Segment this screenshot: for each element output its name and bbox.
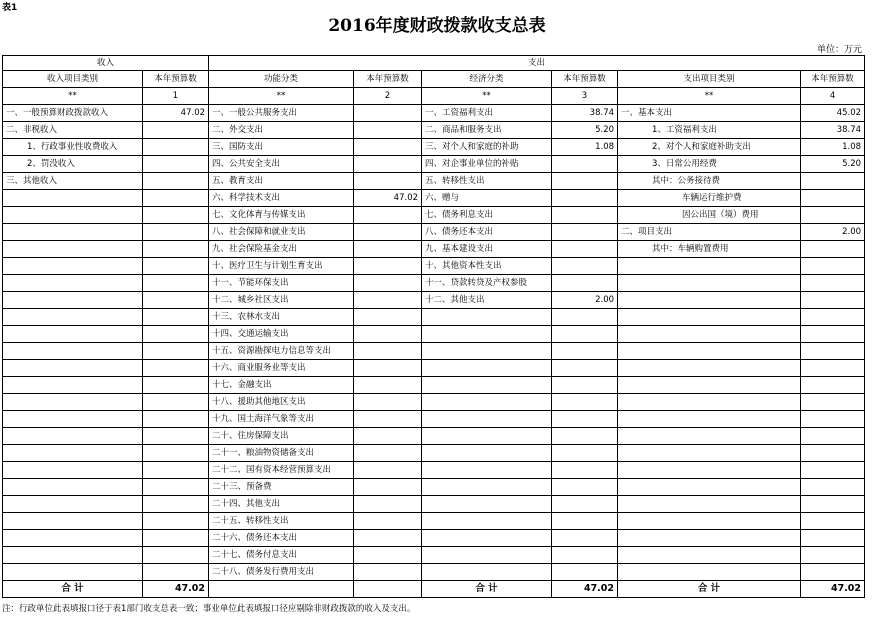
function-item-cell: 二十八、债务发行费用支出 (209, 564, 354, 581)
expense-item-cell (618, 428, 801, 445)
expense-item-cell (618, 496, 801, 513)
table-label: 表1 (2, 3, 18, 13)
function-budget-cell (354, 326, 422, 343)
function-budget-cell (354, 547, 422, 564)
function-item-cell: 三、国防支出 (209, 139, 354, 156)
function-item-cell: 十六、商业服务业等支出 (209, 360, 354, 377)
function-item-cell: 四、公共安全支出 (209, 156, 354, 173)
table-row (3, 530, 865, 547)
function-budget-cell (354, 173, 422, 190)
economic-budget-cell: 2.00 (552, 292, 618, 309)
economic-item-cell: 四、对企事业单位的补贴 (422, 156, 552, 173)
function-budget-cell (354, 207, 422, 224)
expense-item-cell (618, 275, 801, 292)
expense-item-cell: 其中：车辆购置费用 (618, 241, 801, 258)
income-item-cell: 2、罚没收入 (3, 156, 143, 173)
expense-budget-cell (801, 462, 865, 479)
expense-item-cell (618, 258, 801, 275)
header-row-columns (3, 71, 865, 88)
expense-budget-cell (801, 394, 865, 411)
function-budget-cell (354, 462, 422, 479)
function-budget-cell (354, 479, 422, 496)
table-row (3, 326, 865, 343)
function-item-cell: 十五、资源勘探电力信息等支出 (209, 343, 354, 360)
economic-item-cell (422, 343, 552, 360)
expense-budget-cell (801, 564, 865, 581)
table-row (3, 309, 865, 326)
income-budget-cell: 47.02 (143, 105, 209, 122)
total-row (3, 581, 865, 598)
header-row-index (3, 88, 865, 105)
economic-item-cell (422, 445, 552, 462)
table-row (3, 462, 865, 479)
function-item-cell: 二十三、预备费 (209, 479, 354, 496)
expense-item-cell (618, 309, 801, 326)
economic-item-cell (422, 394, 552, 411)
function-item-cell: 五、教育支出 (209, 173, 354, 190)
expense-item-cell (618, 360, 801, 377)
expense-budget-cell: 38.74 (801, 122, 865, 139)
economic-budget-cell (552, 428, 618, 445)
function-budget-cell (354, 122, 422, 139)
budget-header: 本年预算数 (801, 71, 865, 88)
expense-item-cell: 3、日常公用经费 (618, 156, 801, 173)
expense-item-cell (618, 530, 801, 547)
table-row (3, 394, 865, 411)
income-budget-cell (143, 513, 209, 530)
expense-item-cell: 2、对个人和家庭补助支出 (618, 139, 801, 156)
expense-budget-cell (801, 258, 865, 275)
table-row (3, 513, 865, 530)
table-row (3, 428, 865, 445)
budget-header: 本年预算数 (143, 71, 209, 88)
economic-budget-cell (552, 462, 618, 479)
table-row (3, 496, 865, 513)
income-budget-cell (143, 479, 209, 496)
expense-budget-cell (801, 428, 865, 445)
expense-item-cell (618, 513, 801, 530)
function-item-cell: 十九、国土海洋气象等支出 (209, 411, 354, 428)
income-budget-cell (143, 309, 209, 326)
table-row (3, 122, 865, 139)
function-item-cell: 二十一、粮油物资储备支出 (209, 445, 354, 462)
table-row (3, 156, 865, 173)
table-row (3, 224, 865, 241)
function-item-cell: 一、一般公共服务支出 (209, 105, 354, 122)
expense-budget-cell (801, 445, 865, 462)
economic-budget-cell (552, 309, 618, 326)
index-cell: ** (422, 88, 552, 105)
income-budget-cell (143, 122, 209, 139)
function-item-cell: 七、文化体育与传媒支出 (209, 207, 354, 224)
function-item-cell: 二十六、债务还本支出 (209, 530, 354, 547)
income-item-cell (3, 428, 143, 445)
table-row (3, 445, 865, 462)
index-cell: ** (3, 88, 143, 105)
income-budget-cell (143, 292, 209, 309)
index-cell: ** (618, 88, 801, 105)
economic-budget-cell: 38.74 (552, 105, 618, 122)
function-budget-cell (354, 105, 422, 122)
economic-item-cell: 十二、其他支出 (422, 292, 552, 309)
income-budget-cell (143, 377, 209, 394)
income-budget-cell (143, 173, 209, 190)
table-row (3, 360, 865, 377)
function-item-cell: 十三、农林水支出 (209, 309, 354, 326)
function-item-cell: 十八、援助其他地区支出 (209, 394, 354, 411)
economic-budget-cell (552, 224, 618, 241)
function-budget-cell (354, 224, 422, 241)
budget-header: 本年预算数 (354, 71, 422, 88)
income-budget-cell (143, 411, 209, 428)
function-item-cell: 二十四、其他支出 (209, 496, 354, 513)
function-budget-cell (354, 411, 422, 428)
economic-budget-cell (552, 547, 618, 564)
expense-item-cell: 1、工资福利支出 (618, 122, 801, 139)
table-row (3, 139, 865, 156)
expense-item-cell (618, 462, 801, 479)
income-budget-cell (143, 275, 209, 292)
economic-item-cell (422, 496, 552, 513)
table-row (3, 173, 865, 190)
table-row (3, 547, 865, 564)
budget-summary-table (2, 55, 865, 598)
economic-item-cell (422, 564, 552, 581)
economic-item-cell: 二、商品和服务支出 (422, 122, 552, 139)
expense-item-cell: 二、项目支出 (618, 224, 801, 241)
economic-budget-cell (552, 564, 618, 581)
income-item-cell (3, 496, 143, 513)
expense-budget-cell (801, 411, 865, 428)
economic-budget-cell: 5.20 (552, 122, 618, 139)
economic-item-cell (422, 309, 552, 326)
economic-item-cell (422, 513, 552, 530)
economic-budget-cell (552, 343, 618, 360)
economic-item-cell: 十、其他资本性支出 (422, 258, 552, 275)
economic-item-cell: 一、工资福利支出 (422, 105, 552, 122)
income-budget-cell (143, 224, 209, 241)
total-empty (209, 581, 354, 598)
index-cell: 3 (552, 88, 618, 105)
function-item-cell: 十七、金融支出 (209, 377, 354, 394)
expense-budget-cell (801, 309, 865, 326)
function-budget-cell (354, 309, 422, 326)
total-label: 合 计 (3, 581, 143, 598)
economic-category-header: 经济分类 (422, 71, 552, 88)
expense-budget-cell: 1.08 (801, 139, 865, 156)
economic-budget-cell (552, 411, 618, 428)
economic-item-cell: 八、债务还本支出 (422, 224, 552, 241)
table-row (3, 258, 865, 275)
economic-item-cell (422, 547, 552, 564)
expense-budget-cell (801, 326, 865, 343)
economic-budget-cell (552, 173, 618, 190)
expense-item-cell (618, 343, 801, 360)
expense-item-cell (618, 411, 801, 428)
expense-budget-cell (801, 513, 865, 530)
function-budget-cell (354, 258, 422, 275)
expense-item-cell (618, 445, 801, 462)
expense-budget-cell (801, 496, 865, 513)
expense-budget-cell: 2.00 (801, 224, 865, 241)
expense-budget-cell (801, 360, 865, 377)
income-item-cell (3, 190, 143, 207)
function-item-cell: 九、社会保险基金支出 (209, 241, 354, 258)
income-item-cell (3, 292, 143, 309)
income-budget-cell (143, 326, 209, 343)
income-item-cell (3, 530, 143, 547)
income-item-cell (3, 513, 143, 530)
function-budget-cell (354, 241, 422, 258)
economic-budget-cell: 1.08 (552, 139, 618, 156)
function-budget-cell (354, 139, 422, 156)
income-item-cell (3, 326, 143, 343)
income-item-cell: 1、行政事业性收费收入 (3, 139, 143, 156)
income-item-cell (3, 241, 143, 258)
total-economic: 47.02 (552, 581, 618, 598)
economic-item-cell (422, 479, 552, 496)
income-item-cell: 三、其他收入 (3, 173, 143, 190)
unit-label: 单位：万元 (816, 45, 862, 55)
function-item-cell: 二十五、转移性支出 (209, 513, 354, 530)
function-budget-cell (354, 394, 422, 411)
income-budget-cell (143, 394, 209, 411)
expense-budget-cell (801, 241, 865, 258)
economic-budget-cell (552, 275, 618, 292)
economic-budget-cell (552, 530, 618, 547)
function-item-cell: 二十二、国有资本经营预算支出 (209, 462, 354, 479)
income-budget-cell (143, 156, 209, 173)
expense-header: 支出 (209, 56, 865, 71)
table-row (3, 275, 865, 292)
index-cell: 4 (801, 88, 865, 105)
index-cell: 2 (354, 88, 422, 105)
income-item-cell (3, 343, 143, 360)
table-row (3, 377, 865, 394)
table-row (3, 105, 865, 122)
function-item-cell: 二、外交支出 (209, 122, 354, 139)
function-category-header: 功能分类 (209, 71, 354, 88)
economic-budget-cell (552, 258, 618, 275)
income-budget-cell (143, 360, 209, 377)
income-item-cell (3, 275, 143, 292)
expense-budget-cell (801, 190, 865, 207)
table-row (3, 564, 865, 581)
expense-budget-cell: 45.02 (801, 105, 865, 122)
expense-budget-cell (801, 530, 865, 547)
income-category-header: 收入项目类别 (3, 71, 143, 88)
economic-budget-cell (552, 207, 618, 224)
total-expense: 47.02 (801, 581, 865, 598)
expense-budget-cell (801, 343, 865, 360)
function-item-cell: 十二、城乡社区支出 (209, 292, 354, 309)
expense-item-cell (618, 547, 801, 564)
function-budget-cell (354, 428, 422, 445)
income-item-cell (3, 547, 143, 564)
total-label: 合 计 (422, 581, 552, 598)
economic-budget-cell (552, 190, 618, 207)
table-row (3, 292, 865, 309)
economic-budget-cell (552, 445, 618, 462)
table-row (3, 207, 865, 224)
header-row-group (3, 56, 865, 71)
expense-item-cell (618, 479, 801, 496)
function-item-cell: 二十、住房保障支出 (209, 428, 354, 445)
economic-budget-cell (552, 513, 618, 530)
economic-item-cell (422, 462, 552, 479)
function-budget-cell (354, 343, 422, 360)
economic-item-cell (422, 411, 552, 428)
income-budget-cell (143, 445, 209, 462)
economic-budget-cell (552, 496, 618, 513)
economic-item-cell (422, 326, 552, 343)
income-item-cell (3, 377, 143, 394)
total-income: 47.02 (143, 581, 209, 598)
expense-item-cell (618, 377, 801, 394)
income-item-cell: 二、非税收入 (3, 122, 143, 139)
total-empty (354, 581, 422, 598)
budget-header: 本年预算数 (552, 71, 618, 88)
income-item-cell (3, 207, 143, 224)
total-label: 合 计 (618, 581, 801, 598)
expense-item-cell: 车辆运行维护费 (618, 190, 801, 207)
table-row (3, 343, 865, 360)
expense-item-cell: 一、基本支出 (618, 105, 801, 122)
income-item-cell (3, 411, 143, 428)
function-item-cell: 二十七、债务付息支出 (209, 547, 354, 564)
economic-item-cell (422, 377, 552, 394)
income-budget-cell (143, 343, 209, 360)
economic-item-cell: 六、赠与 (422, 190, 552, 207)
function-item-cell: 十四、交通运输支出 (209, 326, 354, 343)
economic-budget-cell (552, 326, 618, 343)
income-item-cell (3, 224, 143, 241)
economic-budget-cell (552, 377, 618, 394)
economic-item-cell (422, 360, 552, 377)
income-budget-cell (143, 190, 209, 207)
function-budget-cell (354, 513, 422, 530)
economic-budget-cell (552, 360, 618, 377)
expense-budget-cell (801, 275, 865, 292)
table-row (3, 479, 865, 496)
income-item-cell (3, 309, 143, 326)
function-budget-cell (354, 275, 422, 292)
economic-item-cell: 十一、贷款转贷及产权参股 (422, 275, 552, 292)
income-budget-cell (143, 428, 209, 445)
expense-budget-cell (801, 207, 865, 224)
expense-item-cell: 因公出国（境）费用 (618, 207, 801, 224)
index-cell: ** (209, 88, 354, 105)
economic-budget-cell (552, 241, 618, 258)
expense-item-cell (618, 394, 801, 411)
function-budget-cell (354, 156, 422, 173)
function-budget-cell (354, 564, 422, 581)
expense-item-cell (618, 326, 801, 343)
table-body (3, 105, 865, 581)
income-budget-cell (143, 258, 209, 275)
function-item-cell: 十一、节能环保支出 (209, 275, 354, 292)
income-header: 收入 (3, 56, 209, 71)
table-row (3, 411, 865, 428)
income-budget-cell (143, 139, 209, 156)
economic-item-cell: 九、基本建设支出 (422, 241, 552, 258)
expense-budget-cell (801, 479, 865, 496)
expense-category-header: 支出项目类别 (618, 71, 801, 88)
function-budget-cell (354, 496, 422, 513)
income-budget-cell (143, 530, 209, 547)
function-budget-cell (354, 377, 422, 394)
income-budget-cell (143, 462, 209, 479)
income-item-cell (3, 258, 143, 275)
function-budget-cell: 47.02 (354, 190, 422, 207)
expense-budget-cell (801, 377, 865, 394)
function-budget-cell (354, 445, 422, 462)
page-title: 2016年度财政拨款收支总表 (328, 16, 546, 36)
table-row (3, 241, 865, 258)
economic-item-cell: 三、对个人和家庭的补助 (422, 139, 552, 156)
expense-budget-cell (801, 292, 865, 309)
function-item-cell: 十、医疗卫生与计划生育支出 (209, 258, 354, 275)
footnote: 注：行政单位此表填报口径于表1部门收支总表一致；事业单位此表填报口径应剔除非财政拨款的收入及支出。 (2, 604, 416, 614)
income-item-cell: 一、一般预算财政拨款收入 (3, 105, 143, 122)
income-item-cell (3, 445, 143, 462)
economic-budget-cell (552, 479, 618, 496)
income-item-cell (3, 462, 143, 479)
economic-item-cell: 五、转移性支出 (422, 173, 552, 190)
income-item-cell (3, 479, 143, 496)
income-budget-cell (143, 496, 209, 513)
economic-budget-cell (552, 394, 618, 411)
function-item-cell: 八、社会保障和就业支出 (209, 224, 354, 241)
income-item-cell (3, 394, 143, 411)
table-row (3, 190, 865, 207)
function-item-cell: 六、科学技术支出 (209, 190, 354, 207)
income-item-cell (3, 360, 143, 377)
expense-budget-cell: 5.20 (801, 156, 865, 173)
expense-budget-cell (801, 173, 865, 190)
income-budget-cell (143, 564, 209, 581)
expense-budget-cell (801, 547, 865, 564)
economic-budget-cell (552, 156, 618, 173)
expense-item-cell (618, 292, 801, 309)
income-budget-cell (143, 207, 209, 224)
economic-item-cell (422, 428, 552, 445)
income-budget-cell (143, 241, 209, 258)
economic-item-cell (422, 530, 552, 547)
expense-item-cell: 其中：公务接待费 (618, 173, 801, 190)
income-budget-cell (143, 547, 209, 564)
function-budget-cell (354, 530, 422, 547)
expense-item-cell (618, 564, 801, 581)
index-cell: 1 (143, 88, 209, 105)
function-budget-cell (354, 360, 422, 377)
economic-item-cell: 七、债务利息支出 (422, 207, 552, 224)
income-item-cell (3, 564, 143, 581)
function-budget-cell (354, 292, 422, 309)
